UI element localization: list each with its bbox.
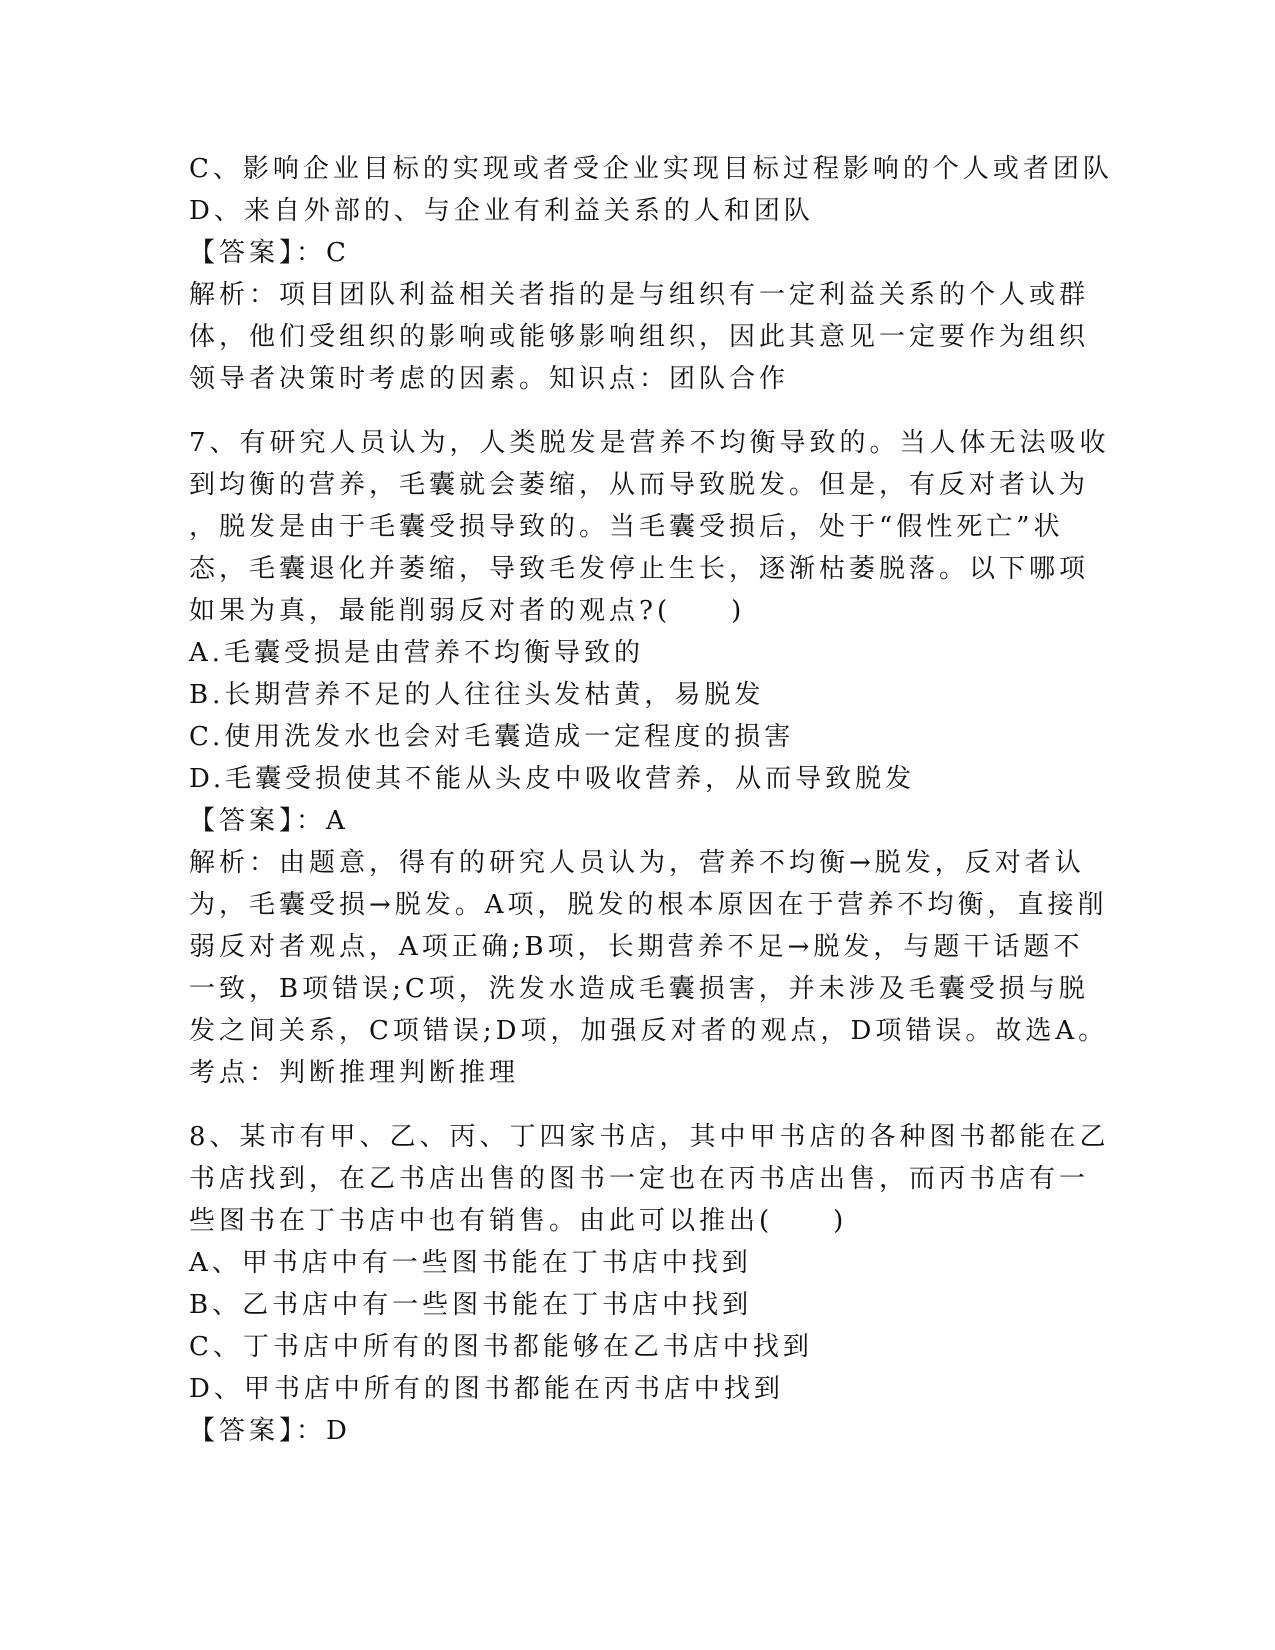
option-b: B.长期营养不足的人往往头发枯黄，易脱发 bbox=[189, 680, 765, 710]
analysis-line: 体，他们受组织的影响或能够影响组织，因此其意见一定要作为组织 bbox=[189, 322, 1090, 352]
analysis-line: 一致，B项错误;C项，洗发水造成毛囊损害，并未涉及毛囊受损与脱 bbox=[189, 974, 1089, 1004]
analysis-line: 解析：项目团队利益相关者指的是与组织有一定利益关系的个人或群 bbox=[189, 280, 1090, 310]
answer: 【答案】：A bbox=[189, 806, 349, 836]
spacer bbox=[189, 1094, 1089, 1116]
analysis-line: 解析：由题意，得有的研究人员认为，营养不均衡→脱发，反对者认 bbox=[189, 848, 1085, 878]
question-stem-line: 7、有研究人员认为，人类脱发是营养不均衡导致的。当人体无法吸收 bbox=[189, 428, 1110, 458]
analysis-line: 领导者决策时考虑的因素。知识点：团队合作 bbox=[189, 364, 790, 394]
option-d: D、甲书店中所有的图书都能在丙书店中找到 bbox=[189, 1374, 784, 1404]
option-d: D、来自外部的、与企业有利益关系的人和团队 bbox=[189, 196, 814, 226]
option-c: C、丁书店中所有的图书都能够在乙书店中找到 bbox=[189, 1332, 813, 1362]
analysis-line: 弱反对者观点，A项正确;B项，长期营养不足→脱发，与题干话题不 bbox=[189, 932, 1084, 962]
question-stem-line: ，脱发是由于毛囊受损导致的。当毛囊受损后，处于“假性死亡”状 bbox=[189, 512, 1064, 542]
page-content bbox=[189, 148, 1113, 1452]
answer: 【答案】：C bbox=[189, 238, 350, 268]
spacer bbox=[189, 400, 1089, 422]
question-stem-line: 书店找到，在乙书店出售的图书一定也在丙书店出售，而丙书店有一 bbox=[189, 1164, 1090, 1194]
answer: 【答案】：D bbox=[189, 1416, 351, 1446]
question-stem-line: 态，毛囊退化并萎缩，导致毛发停止生长，逐渐枯萎脱落。以下哪项 bbox=[189, 554, 1090, 584]
analysis-line: 发之间关系，C项错误;D项，加强反对者的观点，D项错误。故选A。 bbox=[189, 1016, 1109, 1046]
option-b: B、乙书店中有一些图书能在丁书店中找到 bbox=[189, 1290, 753, 1320]
analysis-line: 为，毛囊受损→脱发。A项，脱发的根本原因在于营养不均衡，直接削 bbox=[189, 890, 1108, 920]
prev-question-block bbox=[189, 148, 1113, 400]
option-a: A.毛囊受损是由营养不均衡导致的 bbox=[189, 638, 645, 668]
question-stem-line: 些图书在丁书店中也有销售。由此可以推出( ) bbox=[189, 1206, 848, 1236]
option-c: C.使用洗发水也会对毛囊造成一定程度的损害 bbox=[189, 722, 795, 752]
question-stem-line: 如果为真，最能削弱反对者的观点?( ) bbox=[189, 596, 746, 626]
question-stem-line: 到均衡的营养，毛囊就会萎缩，从而导致脱发。但是，有反对者认为 bbox=[189, 470, 1090, 500]
question-7-block bbox=[189, 422, 1110, 1094]
question-stem-line: 8、某市有甲、乙、丙、丁四家书店，其中甲书店的各种图书都能在乙 bbox=[189, 1122, 1110, 1152]
option-c: C、影响企业目标的实现或者受企业实现目标过程影响的个人或者团队 bbox=[189, 154, 1113, 184]
analysis-line: 考点：判断推理判断推理 bbox=[189, 1058, 520, 1088]
option-a: A、甲书店中有一些图书能在丁书店中找到 bbox=[189, 1248, 752, 1278]
question-8-block bbox=[189, 1116, 1110, 1452]
option-d: D.毛囊受损使其不能从头皮中吸收营养，从而导致脱发 bbox=[189, 764, 916, 794]
